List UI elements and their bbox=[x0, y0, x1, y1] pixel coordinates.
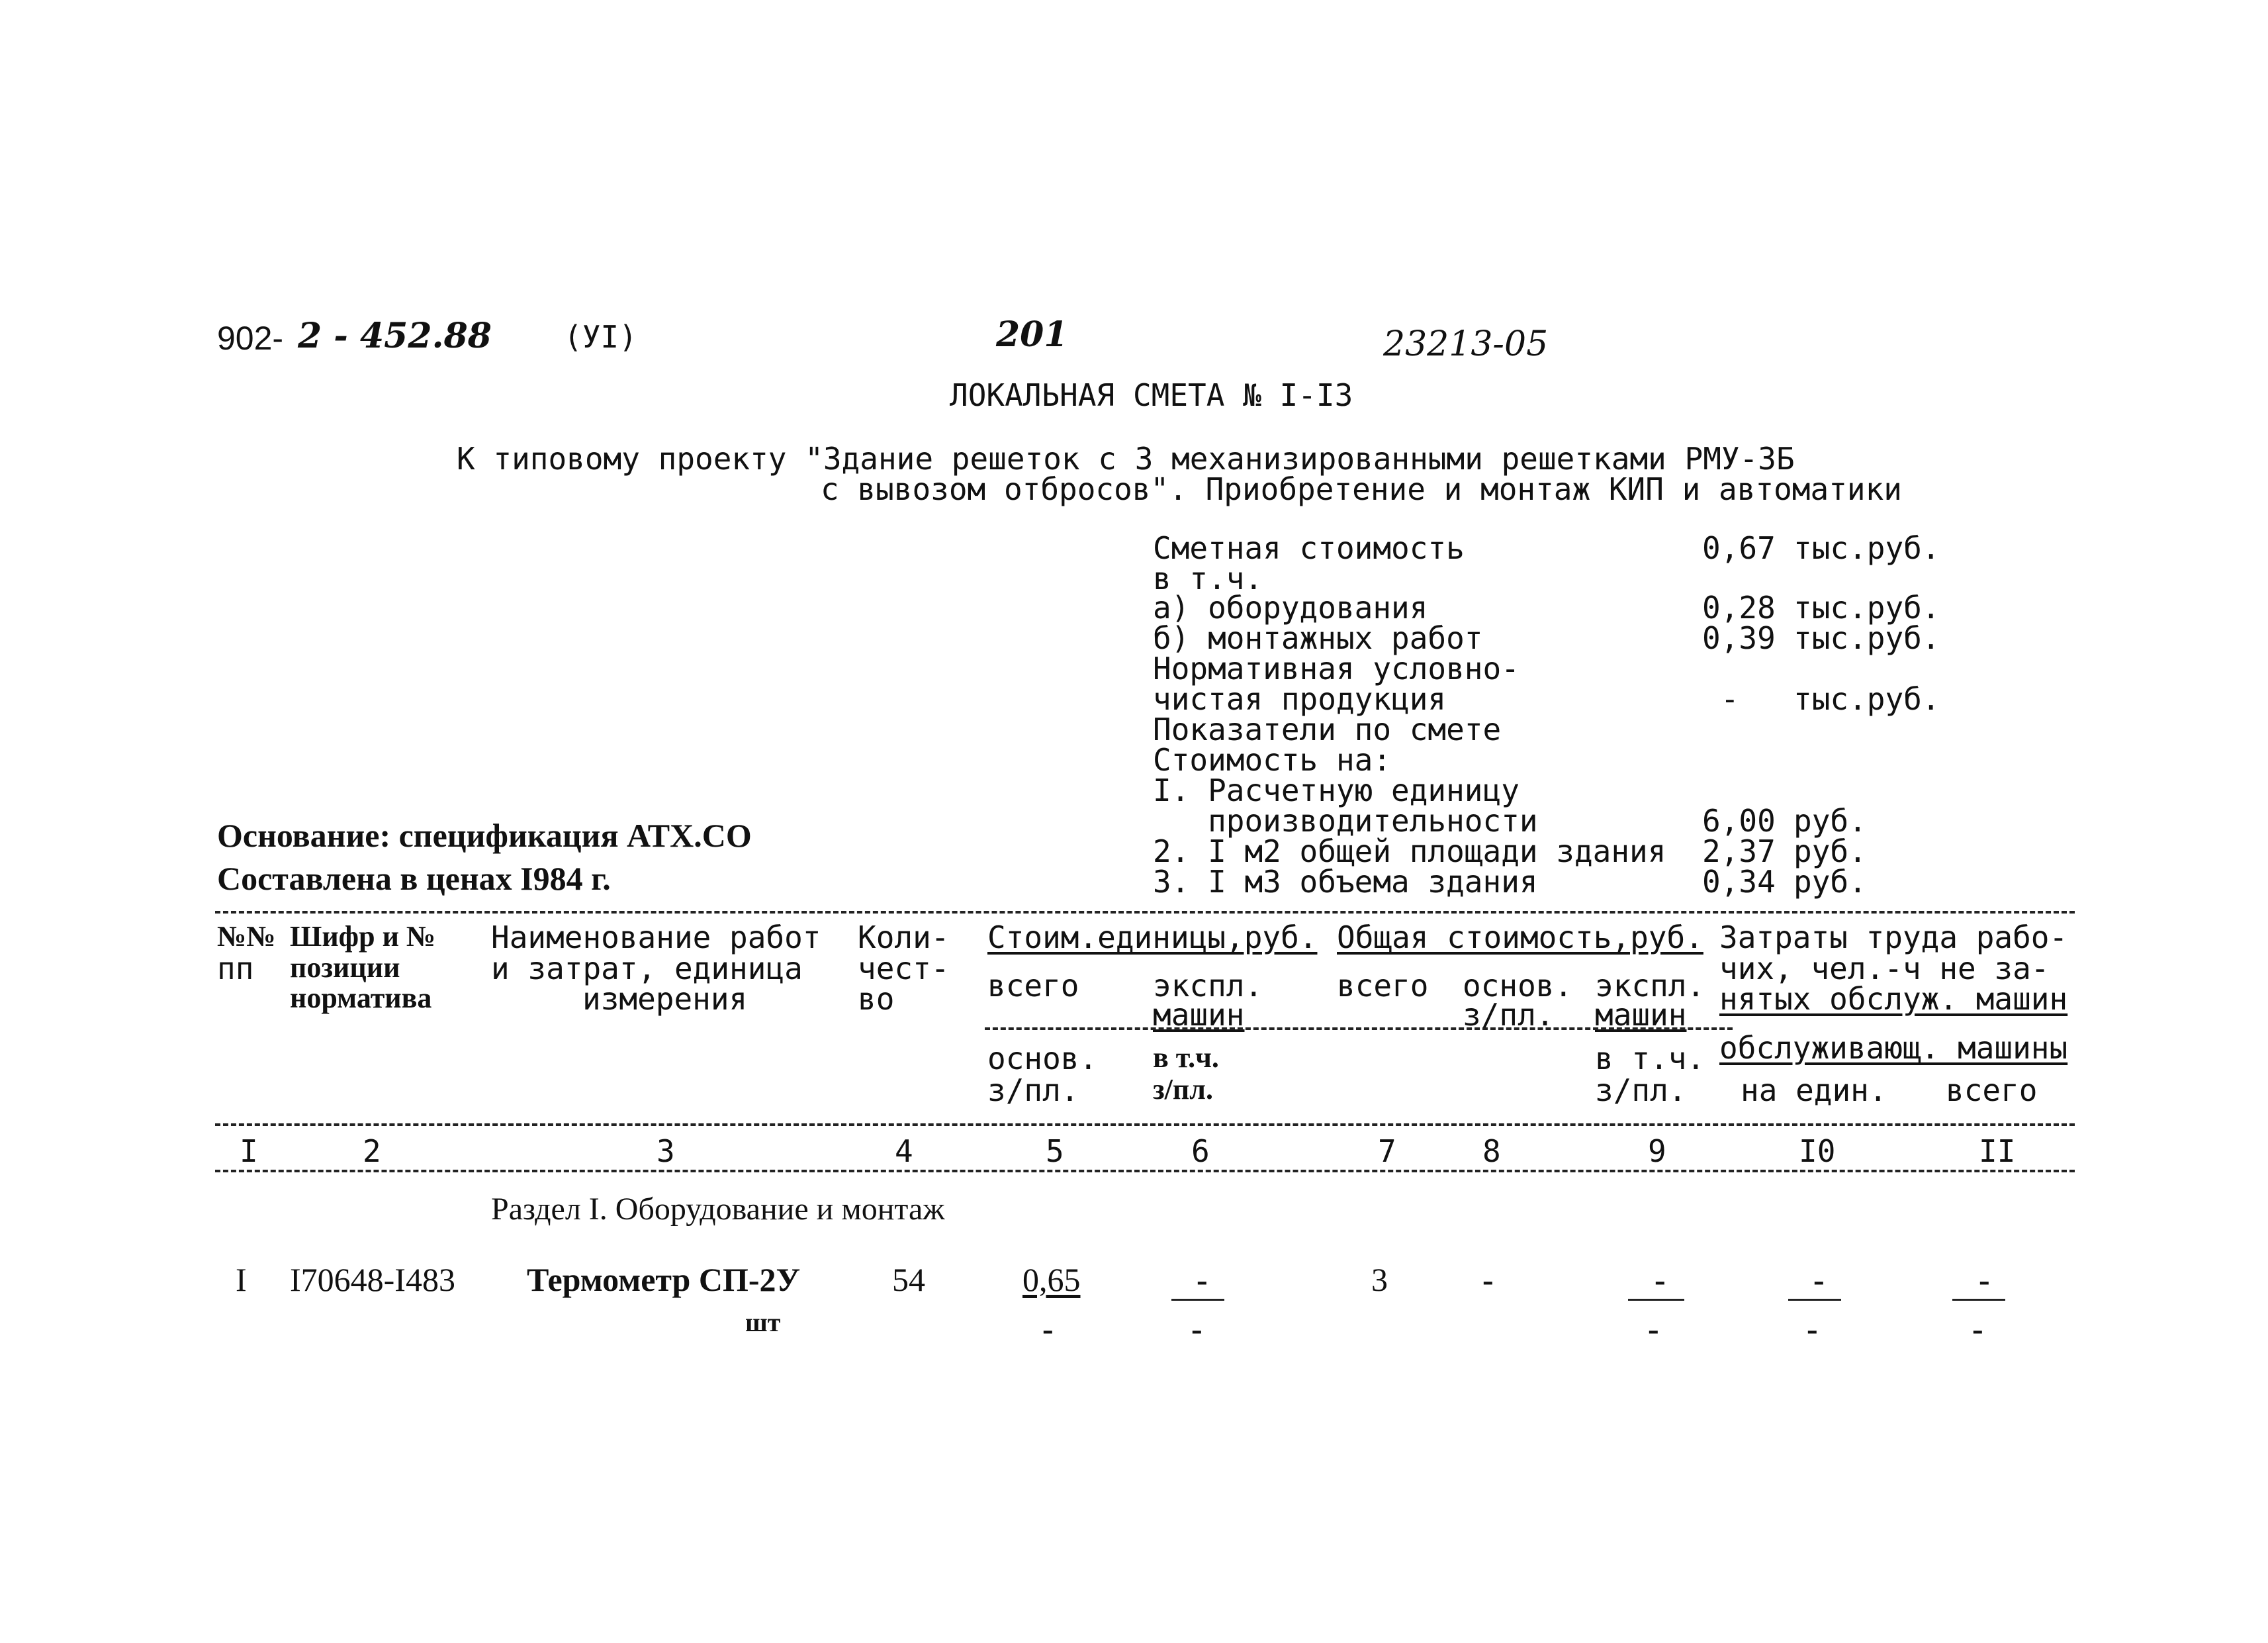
header-total-cost: Общая стоимость,руб. bbox=[1337, 919, 1703, 955]
row-total-mach: - bbox=[1655, 1261, 1666, 1298]
summary-label: 2. I м2 общей площади здания bbox=[1153, 833, 1666, 869]
summary-unit: руб. bbox=[1793, 864, 1867, 900]
summary-label: Стоимость на: bbox=[1153, 742, 1392, 778]
column-number: 3 bbox=[657, 1133, 675, 1169]
summary-label: б) монтажных работ bbox=[1153, 620, 1483, 656]
row-name: Термометр СП-2У bbox=[527, 1261, 801, 1298]
row-labor-total-sub: - bbox=[1972, 1310, 1983, 1347]
project-prefix: 902- bbox=[217, 320, 284, 357]
header-unit-cost: Стоим.единицы,руб. bbox=[987, 919, 1318, 955]
header-c8: з/пл. bbox=[1463, 997, 1555, 1033]
summary-value: 2,37 bbox=[1702, 833, 1776, 869]
row-unit-mach-sub: - bbox=[1191, 1310, 1202, 1347]
header-name: Наименование работ bbox=[491, 919, 821, 955]
summary-unit: тыс.руб. bbox=[1793, 681, 1940, 717]
summary-unit: руб. bbox=[1793, 833, 1867, 869]
header-c6: машин bbox=[1153, 997, 1245, 1033]
header-c7: всего bbox=[1337, 968, 1429, 1004]
header-qty: чест- bbox=[858, 951, 950, 986]
row-labor-unit-line bbox=[1788, 1299, 1841, 1301]
row-unit: шт bbox=[745, 1307, 781, 1337]
header-num: пп bbox=[217, 951, 254, 986]
header-c10: на един. bbox=[1741, 1072, 1887, 1108]
row-total-mach-line bbox=[1628, 1299, 1684, 1301]
column-number: 4 bbox=[895, 1133, 913, 1169]
summary-label: Сметная стоимость bbox=[1153, 530, 1465, 566]
section-title: Раздел I. Оборудование и монтаж bbox=[491, 1192, 945, 1227]
summary-unit: тыс.руб. bbox=[1793, 620, 1940, 656]
summary-value: 0,67 bbox=[1702, 530, 1776, 566]
summary-label: чистая продукция bbox=[1153, 681, 1447, 717]
subtitle-line-1: К типовому проекту "Здание решеток с 3 механизированными решетками РМУ-3Б bbox=[457, 441, 1795, 477]
row-unit-mach: - bbox=[1197, 1261, 1208, 1298]
subheader-rule bbox=[985, 1027, 1733, 1030]
table-top-rule bbox=[215, 911, 2075, 914]
column-number: 9 bbox=[1648, 1133, 1666, 1169]
header-num: №№ bbox=[217, 920, 276, 953]
summary-value: 6,00 bbox=[1702, 803, 1776, 839]
summary-value: 0,28 bbox=[1702, 590, 1776, 626]
header-labor-sub: обслуживающ. машины bbox=[1719, 1030, 2068, 1066]
header-name: измерения bbox=[582, 981, 748, 1017]
summary-unit: тыс.руб. bbox=[1793, 590, 1940, 626]
prices-note: Составлена в ценах I984 г. bbox=[217, 860, 611, 897]
document-title: ЛОКАЛЬНАЯ СМЕТА № I-I3 bbox=[950, 377, 1353, 413]
row-unit-mach-line bbox=[1171, 1299, 1224, 1301]
row-num: I bbox=[236, 1261, 247, 1298]
page-number: 201 bbox=[996, 314, 1068, 355]
header-name: и затрат, единица bbox=[491, 951, 803, 986]
header-c9: в т.ч. bbox=[1595, 1041, 1705, 1076]
header-code: позиции bbox=[290, 951, 400, 984]
basis-note: Основание: спецификация АТХ.СО bbox=[217, 817, 752, 854]
header-c6: з/пл. bbox=[1153, 1073, 1213, 1105]
summary-value: 0,34 bbox=[1702, 864, 1776, 900]
header-qty: Коли- bbox=[858, 919, 950, 955]
header-c9: машин bbox=[1595, 997, 1687, 1033]
summary-label: Показатели по смете bbox=[1153, 712, 1502, 747]
column-number: I bbox=[240, 1133, 258, 1169]
row-labor-unit-sub: - bbox=[1807, 1310, 1818, 1347]
row-labor-total-line bbox=[1952, 1299, 2005, 1301]
column-number: 8 bbox=[1482, 1133, 1501, 1169]
row-labor-total: - bbox=[1979, 1261, 1990, 1298]
header-c5: всего bbox=[987, 968, 1079, 1004]
column-number: 6 bbox=[1191, 1133, 1210, 1169]
summary-label: производительности bbox=[1153, 803, 1538, 839]
project-code: 2 - 452.88 bbox=[298, 316, 492, 356]
row-qty: 54 bbox=[892, 1261, 925, 1298]
header-code: Шифр и № bbox=[290, 920, 436, 953]
summary-value: - bbox=[1721, 681, 1739, 717]
archive-number: 23213-05 bbox=[1383, 324, 1549, 364]
header-c9: з/пл. bbox=[1595, 1072, 1687, 1108]
row-unit-total-sub: - bbox=[1042, 1310, 1054, 1347]
column-number: II bbox=[1979, 1133, 2016, 1169]
header-code: норматива bbox=[290, 982, 432, 1014]
row-unit-total: 0,65 bbox=[1022, 1261, 1081, 1298]
column-number: 5 bbox=[1046, 1133, 1064, 1169]
header-c5: основ. bbox=[987, 1041, 1098, 1076]
column-number: I0 bbox=[1799, 1133, 1836, 1169]
summary-unit: тыс.руб. bbox=[1793, 530, 1940, 566]
summary-label: 3. I м3 объема здания bbox=[1153, 864, 1538, 900]
header-c8: основ. bbox=[1463, 968, 1573, 1004]
summary-label: I. Расчетную единицу bbox=[1153, 773, 1520, 808]
header-c9: экспл. bbox=[1595, 968, 1705, 1004]
summary-label: а) оборудования bbox=[1153, 590, 1428, 626]
column-number: 7 bbox=[1378, 1133, 1396, 1169]
summary-label: в т.ч. bbox=[1153, 561, 1263, 596]
row-total-base: - bbox=[1482, 1261, 1494, 1298]
row-total: 3 bbox=[1371, 1261, 1388, 1298]
header-labor: нятых обслуж. машин bbox=[1719, 981, 2068, 1017]
summary-label: Нормативная условно- bbox=[1153, 651, 1520, 686]
colnum-bottom-rule bbox=[215, 1170, 2075, 1172]
row-total-mach-sub: - bbox=[1648, 1310, 1659, 1347]
colnum-top-rule bbox=[215, 1123, 2075, 1126]
header-c5: з/пл. bbox=[987, 1072, 1079, 1108]
row-labor-unit: - bbox=[1813, 1261, 1825, 1298]
header-labor: чих, чел.-ч не за- bbox=[1719, 951, 2050, 986]
volume-mark: (УI) bbox=[564, 319, 637, 355]
header-qty: во bbox=[858, 981, 895, 1017]
subtitle-line-2: с вывозом отбросов". Приобретение и монтаж КИП и автоматики bbox=[821, 471, 1902, 507]
header-c6: экспл. bbox=[1153, 968, 1263, 1004]
header-labor: Затраты труда рабо- bbox=[1719, 919, 2068, 955]
header-c11: всего bbox=[1946, 1072, 2038, 1108]
column-number: 2 bbox=[363, 1133, 381, 1169]
summary-unit: руб. bbox=[1793, 803, 1867, 839]
header-c6: в т.ч. bbox=[1153, 1041, 1219, 1074]
summary-value: 0,39 bbox=[1702, 620, 1776, 656]
row-code: I70648-I483 bbox=[290, 1261, 455, 1298]
